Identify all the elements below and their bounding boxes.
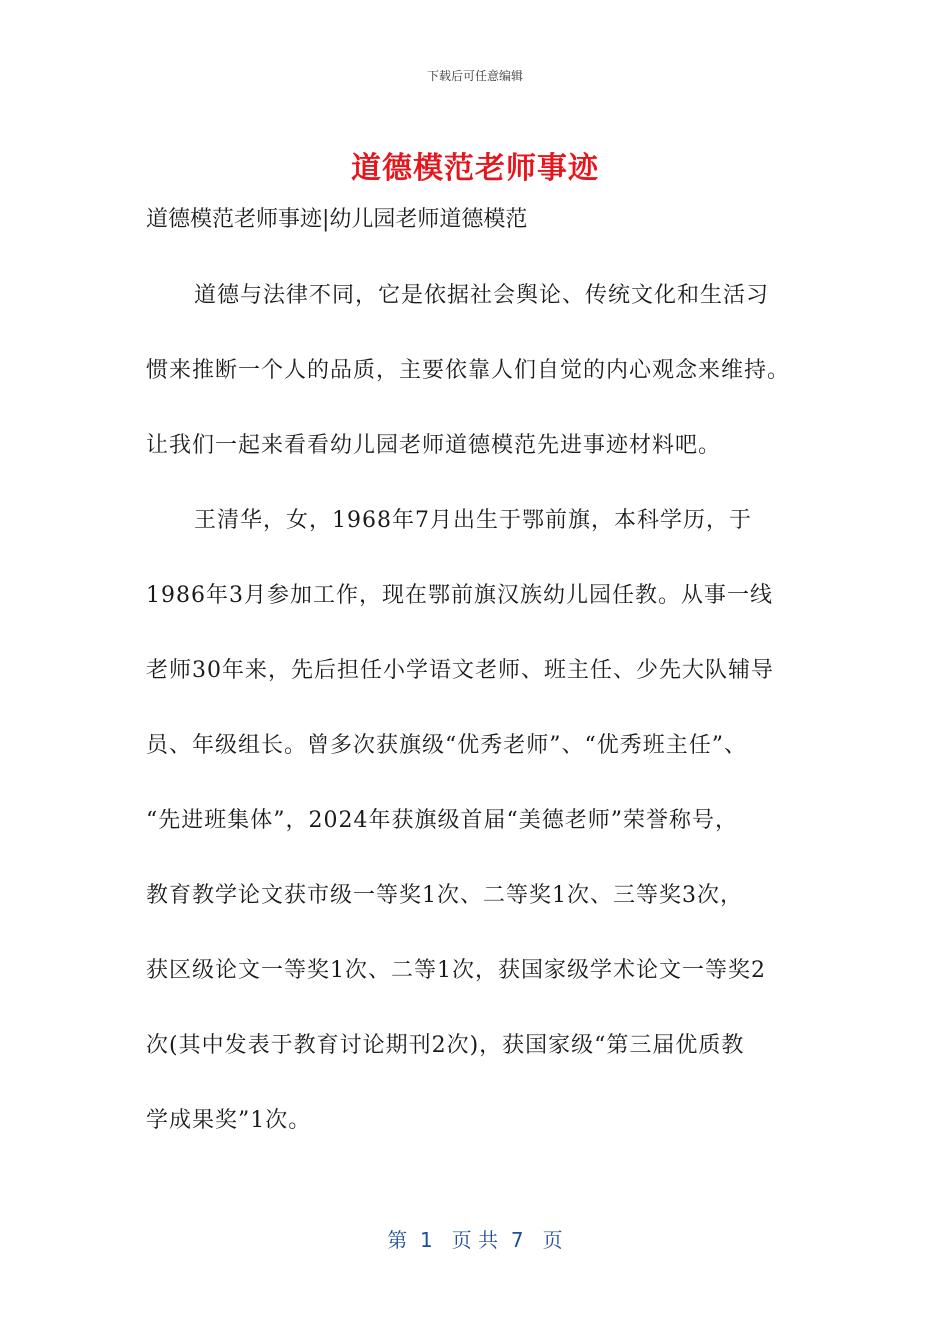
page-number-footer: 第 1 页 共 7 页 [387, 1228, 563, 1252]
document-title: 道德模范老师事迹 [351, 151, 599, 186]
paragraph-line: 次(其中发表于教育讨论期刊2次)，获国家级“第三届优质教 [146, 1033, 745, 1058]
document-body [146, 272, 811, 1172]
paragraph-line: 教育教学论文获市级一等奖1次、二等奖1次、三等奖3次， [146, 883, 743, 908]
paragraph-line: “先进班集体”，2024年获旗级首届“美德老师”荣誉称号， [146, 808, 738, 833]
paragraph-line: 获区级论文一等奖1次、二等1次，获国家级学术论文一等奖2 [146, 958, 766, 983]
paragraph-line: 1986年3月参加工作，现在鄂前旗汉族幼儿园任教。从事一线 [146, 583, 773, 608]
paragraph-line: 老师30年来，先后担任小学语文老师、班主任、少先大队辅导 [146, 658, 774, 683]
paragraph-line: 学成果奖”1次。 [146, 1108, 312, 1133]
paragraph-line: 王清华，女，1968年7月出生于鄂前旗，本科学历，于 [194, 508, 752, 533]
paragraph-line: 员、年级组长。曾多次获旗级“优秀老师”、“优秀班主任”、 [146, 733, 747, 758]
paragraph-line: 让我们一起来看看幼儿园老师道德模范先进事迹材料吧。 [146, 433, 722, 458]
paragraph-line: 惯来推断一个人的品质，主要依靠人们自觉的内心观念来维持。 [146, 358, 791, 383]
paragraph-line: 道德与法律不同，它是依据社会舆论、传统文化和生活习 [194, 283, 770, 308]
document-subtitle: 道德模范老师事迹|幼儿园老师道德模范 [146, 207, 528, 232]
header-note: 下载后可任意编辑 [426, 69, 523, 83]
